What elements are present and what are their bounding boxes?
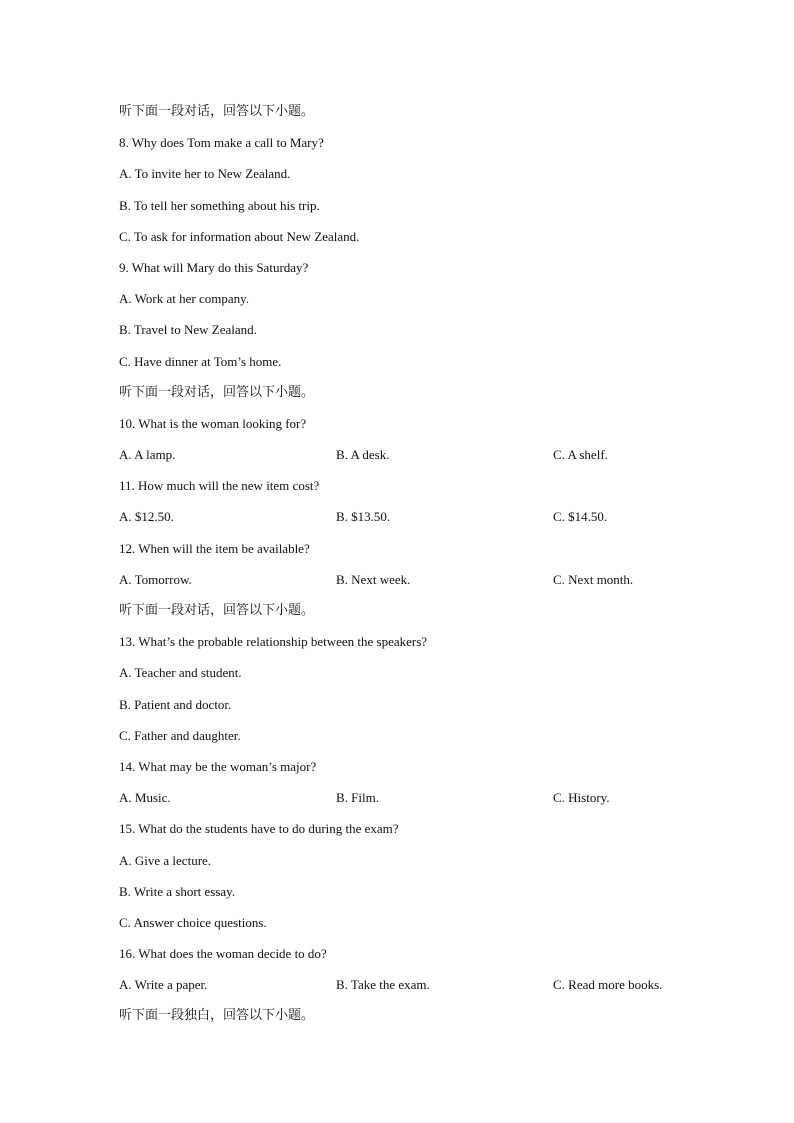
question-14: 14. What may be the woman’s major? [119, 758, 317, 774]
q14-option-a: A. Music. [119, 790, 171, 806]
question-8: 8. Why does Tom make a call to Mary? [119, 135, 324, 151]
q10-option-c: C. A shelf. [553, 447, 608, 463]
q14-options [119, 787, 719, 818]
q15-option-c: C. Answer choice questions. [119, 914, 267, 930]
q14-option-b: B. Film. [336, 790, 379, 806]
q13-option-b: B. Patient and doctor. [119, 696, 232, 712]
q11-option-b: B. $13.50. [336, 509, 391, 525]
q11-options [119, 506, 719, 537]
q16-option-b: B. Take the exam. [336, 977, 430, 993]
q8-option-b: B. To tell her something about his trip. [119, 197, 320, 213]
q8-option-c: C. To ask for information about New Zealand. [119, 228, 360, 244]
q13-option-c: C. Father and daughter. [119, 727, 241, 743]
question-10: 10. What is the woman looking for? [119, 415, 307, 431]
q10-option-a: A. A lamp. [119, 447, 176, 463]
q12-option-b: B. Next week. [336, 571, 411, 587]
q14-option-c: C. History. [553, 790, 610, 806]
q10-options [119, 444, 719, 475]
question-12: 12. When will the item be available? [119, 540, 310, 556]
question-9: 9. What will Mary do this Saturday? [119, 259, 309, 275]
question-15: 15. What do the students have to do during the exam? [119, 821, 399, 837]
q9-option-c: C. Have dinner at Tom’s home. [119, 353, 282, 369]
section-instruction: 听下面一段独白，回答以下小题。 [119, 1008, 315, 1024]
question-13: 13. What’s the probable relationship between the speakers? [119, 634, 428, 650]
q10-option-b: B. A desk. [336, 447, 390, 463]
q12-option-a: A. Tomorrow. [119, 571, 192, 587]
q16-option-c: C. Read more books. [553, 977, 663, 993]
q12-option-c: C. Next month. [553, 571, 634, 587]
q9-option-b: B. Travel to New Zealand. [119, 322, 257, 338]
q15-option-b: B. Write a short essay. [119, 883, 236, 899]
question-11: 11. How much will the new item cost? [119, 478, 320, 494]
q8-option-a: A. To invite her to New Zealand. [119, 166, 291, 182]
q11-option-c: C. $14.50. [553, 509, 608, 525]
q9-option-a: A. Work at her company. [119, 291, 249, 307]
q11-option-a: A. $12.50. [119, 509, 174, 525]
q12-options [119, 569, 719, 600]
section-instruction: 听下面一段对话，回答以下小题。 [119, 104, 315, 119]
exam-page [119, 101, 719, 1037]
section-instruction: 听下面一段对话，回答以下小题。 [119, 603, 315, 618]
question-16: 16. What does the woman decide to do? [119, 946, 327, 962]
q16-option-a: A. Write a paper. [119, 977, 208, 993]
section-instruction: 听下面一段对话，回答以下小题。 [119, 384, 315, 400]
q13-option-a: A. Teacher and student. [119, 665, 242, 681]
q15-option-a: A. Give a lecture. [119, 852, 212, 868]
q16-options [119, 974, 719, 1005]
